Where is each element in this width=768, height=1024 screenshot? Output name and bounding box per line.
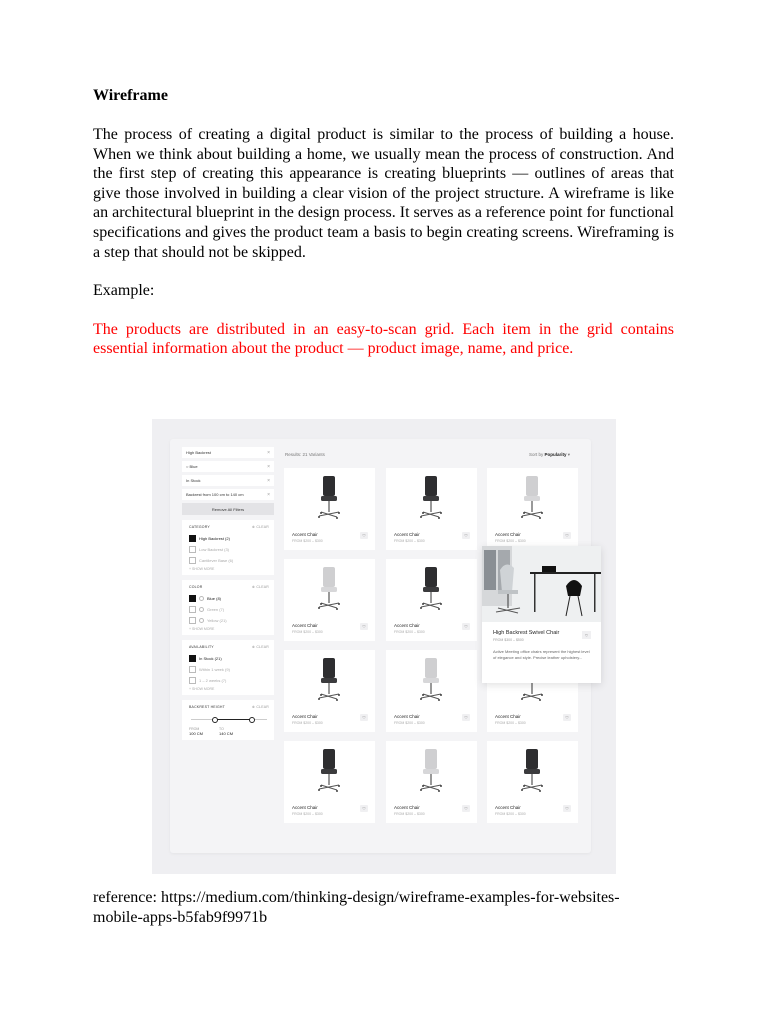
checkbox-icon[interactable] [189,595,196,602]
panel-title: COLOR [189,585,203,589]
product-card[interactable] [284,650,375,732]
checkbox-icon[interactable] [189,606,196,613]
heart-icon[interactable]: ♡ [462,805,470,812]
panel-title: CATEGORY [189,525,210,529]
clear-button[interactable]: ⊗ CLEAR [252,525,269,529]
document-body [93,86,674,359]
filter-chip[interactable]: High Backrest × [182,447,274,458]
product-price: FROM $200 – $300 [292,539,323,543]
reference-link[interactable]: reference: https://medium.com/thinking-design/wireframe-examples-for-websites-mobile-apps-b5fab9f9971b [93,889,620,926]
panel-title: AVAILABILITY [189,645,214,649]
product-price: FROM $200 – $300 [292,721,323,725]
category-filter-panel [182,520,274,575]
product-price: FROM $200 – $300 [394,539,425,543]
filter-sidebar [182,447,274,740]
checkbox-icon[interactable] [189,677,196,684]
product-card[interactable] [386,559,477,641]
chair-image [416,747,446,797]
wireframe-example-figure [152,419,616,874]
color-filter-panel [182,580,274,635]
product-name: Accent Chair [394,714,420,719]
product-card[interactable] [284,559,375,641]
filter-option[interactable]: Cantilever Base (6) [189,555,269,566]
product-photo [482,546,601,622]
product-price: FROM $200 – $300 [292,630,323,634]
product-card[interactable] [386,650,477,732]
section-heading: Wireframe [93,87,168,104]
product-price: FROM $200 – $300 [495,812,526,816]
sort-dropdown[interactable]: Sort by Popularity ▾ [529,452,571,457]
chair-image [517,747,547,797]
filter-option[interactable]: Blue (8) [189,593,269,604]
heart-icon[interactable]: ♡ [360,532,368,539]
product-card[interactable] [487,468,578,550]
product-name: Accent Chair [495,805,521,810]
chair-image [416,565,446,615]
product-name: Accent Chair [292,532,318,537]
checkbox-icon[interactable] [189,557,196,564]
heart-icon[interactable]: ♡ [563,714,571,721]
product-card[interactable] [386,741,477,823]
close-icon[interactable]: × [267,477,270,484]
chair-image [314,656,344,706]
featured-product-title: High Backrest Swivel Chair [493,630,560,636]
heart-icon[interactable]: ♡ [462,623,470,630]
clear-button[interactable]: ⊗ CLEAR [252,705,269,709]
product-name: Accent Chair [292,714,318,719]
checkbox-icon[interactable] [189,666,196,673]
show-more-link[interactable]: + SHOW MORE [189,627,215,631]
example-description: The products are distributed in an easy-to-scan grid. Each item in the grid contains essential information about the product — product image, name, and price. [93,320,674,358]
featured-product-price: FROM $300 – $500 [493,638,524,642]
slider-handle-min[interactable] [212,717,218,723]
close-icon[interactable]: × [267,463,270,470]
product-card[interactable] [386,468,477,550]
product-name: Accent Chair [394,805,420,810]
filter-chip[interactable]: In Stock × [182,475,274,486]
clear-button[interactable]: ⊗ CLEAR [252,585,269,589]
availability-filter-panel [182,640,274,695]
chair-image [416,474,446,524]
close-icon[interactable]: × [267,491,270,498]
heart-icon[interactable]: ♡ [360,623,368,630]
product-card[interactable] [284,468,375,550]
product-name: Accent Chair [495,532,521,537]
show-more-link[interactable]: + SHOW MORE [189,567,215,571]
panel-title: BACKREST HEIGHT [189,705,225,709]
checkbox-icon[interactable] [189,535,196,542]
product-name: Accent Chair [292,623,318,628]
filter-option[interactable]: 1 – 2 weeks (7) [189,675,269,686]
filter-option[interactable]: Low Backrest (3) [189,544,269,555]
chair-image [314,747,344,797]
show-more-link[interactable]: + SHOW MORE [189,687,215,691]
close-icon[interactable]: × [267,449,270,456]
chair-image [314,565,344,615]
heart-icon[interactable]: ♡ [563,805,571,812]
featured-product-card[interactable] [482,546,601,683]
chair-image [314,474,344,524]
product-name: Accent Chair [394,532,420,537]
filter-chip[interactable]: ○ Blue × [182,461,274,472]
chair-image [416,656,446,706]
product-price: FROM $200 – $300 [292,812,323,816]
heart-icon[interactable]: ♡ [582,631,591,639]
range-slider[interactable] [189,713,269,727]
product-name: Accent Chair [394,623,420,628]
chair-image [517,474,547,524]
backrest-height-panel [182,700,274,740]
example-label: Example: [93,282,155,300]
checkbox-icon[interactable] [189,655,196,662]
product-name: Accent Chair [292,805,318,810]
intro-paragraph: The process of creating a digital product is similar to the process of building a house. When we think about building a home, we usually mean the process of construction. And the first step of creating this appearance is creating blueprints — outlines of areas that give those involved in building a clear vision of the project structure. A wireframe is like an architectural blueprint in the design process. It serves as a reference point for functional specifications and gives the product team a basis to begin creating screens. Wireframing is a step that should not be skipped. [93,126,674,261]
heart-icon[interactable]: ♡ [563,532,571,539]
range-from: FROM 100 CM [189,727,204,736]
product-card[interactable] [284,741,375,823]
results-count: Results: 21 Variants [285,452,325,457]
product-name: Accent Chair [495,714,521,719]
product-price: FROM $200 – $300 [394,630,425,634]
product-price: FROM $200 – $300 [394,812,425,816]
heart-icon[interactable]: ♡ [360,714,368,721]
checkbox-icon[interactable] [189,617,196,624]
filter-option[interactable]: High Backrest (2) [189,533,269,544]
product-price: FROM $200 – $300 [495,721,526,725]
clear-button[interactable]: ⊗ CLEAR [252,645,269,649]
heart-icon[interactable]: ♡ [462,714,470,721]
heart-icon[interactable]: ♡ [360,805,368,812]
filter-option[interactable]: Yellow (21) [189,615,269,626]
filter-option[interactable]: Green (7) [189,604,269,615]
product-price: FROM $200 – $300 [394,721,425,725]
slider-handle-max[interactable] [249,717,255,723]
product-price: FROM $200 – $300 [495,539,526,543]
filter-option[interactable]: Within 1 week (9) [189,664,269,675]
remove-all-filters-button[interactable]: Remove All Filters [182,503,274,515]
heart-icon[interactable]: ♡ [462,532,470,539]
filter-chip[interactable]: Backrest from 100 cm to 140 cm × [182,489,274,500]
checkbox-icon[interactable] [189,546,196,553]
range-to: TO 140 CM [219,727,234,736]
featured-product-description: Active Meeting office chairs represent the highest level of elegance and style. Precise leather upholstery... [493,649,590,660]
filter-option[interactable]: In Stock (21) [189,653,269,664]
product-card[interactable] [487,741,578,823]
